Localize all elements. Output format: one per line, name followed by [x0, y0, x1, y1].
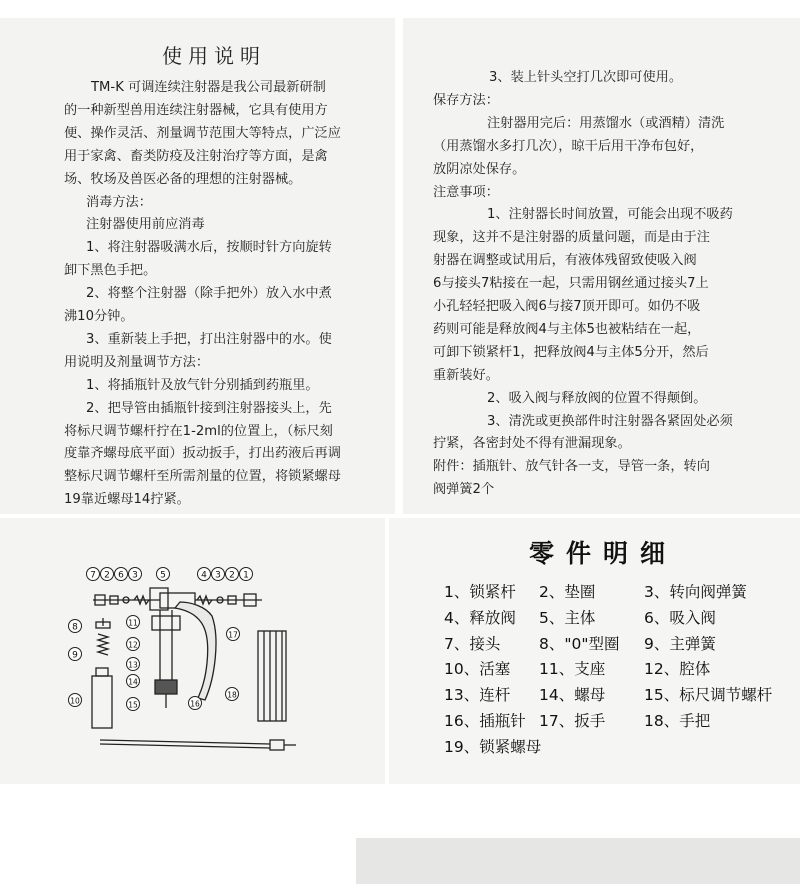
part-item: 14、螺母 — [539, 686, 606, 705]
syringe-diagram — [0, 518, 385, 784]
callout-label: 16 — [190, 699, 200, 709]
part-item: 8、"0"型圈 — [539, 634, 620, 653]
callout-label: 11 — [128, 618, 138, 628]
manual-line: 3、清洗或更换部件时注射器各紧固处必须 — [487, 413, 733, 429]
manual-line: 19靠近螺母14拧紧。 — [64, 492, 190, 508]
callout-label: 4 — [201, 570, 207, 581]
manual-line: 度靠齐螺母底平面）扳动扳手，打出药液后再调 — [64, 446, 341, 462]
manual-line: （用蒸馏水多打几次），晾干后用干净布包好， — [433, 138, 704, 154]
callout-label: 5 — [160, 570, 166, 581]
manual-line: 保存方法： — [433, 92, 499, 108]
callout-label: 2 — [104, 570, 110, 581]
part-item: 12、腔体 — [644, 660, 711, 679]
callout-label: 8 — [72, 622, 78, 633]
part-item: 19、锁紧螺母 — [444, 737, 542, 756]
callout-label: 7 — [90, 570, 96, 581]
manual-line: 用于家禽、畜类防疫及注射治疗等方面，是禽 — [64, 148, 328, 164]
part-item: 17、扳手 — [539, 712, 606, 730]
manual-line: TM-K 可调连续注射器是我公司最新研制 — [91, 80, 326, 95]
part-item: 3、转向阀弹簧 — [644, 583, 747, 601]
manual-line: 3、装上针头空打几次即可使用。 — [489, 70, 683, 85]
manual-line: 阀弹簧2个 — [433, 482, 495, 498]
manual-line: 射器在调整或试用后，有液体残留致使吸入阀 — [433, 253, 697, 269]
manual-line: 注射器使用前应消毒 — [86, 217, 205, 233]
callout-label: 17 — [228, 630, 238, 640]
callout-label: 14 — [128, 677, 138, 687]
parts-list — [389, 518, 800, 784]
callout-label: 12 — [128, 640, 138, 650]
parts-diagram — [0, 518, 385, 784]
callout-label: 15 — [128, 700, 138, 710]
callout-label: 9 — [72, 650, 78, 661]
part-item: 5、主体 — [539, 608, 596, 627]
part-item: 18、手把 — [644, 712, 711, 730]
manual-line: 3、重新装上手把，打出注射器中的水。使 — [86, 331, 332, 347]
part-item: 16、插瓶针 — [444, 712, 526, 730]
part-item: 11、支座 — [539, 660, 606, 679]
manual-line: 1、将插瓶针及放气针分别插到药瓶里。 — [86, 377, 319, 393]
callout-label: 3 — [132, 570, 138, 581]
part-item: 9、主弹簧 — [644, 634, 716, 653]
manual-line: 6与接头7粘接在一起，只需用钢丝通过接头7上 — [433, 276, 709, 292]
callout-label: 3 — [215, 570, 221, 581]
manual-line: 将标尺调节螺杆拧在1-2ml的位置上，（标尺刻 — [64, 423, 333, 439]
part-item: 2、垫圈 — [539, 583, 596, 601]
manual-line: 1、将注射器吸满水后，按顺时针方向旋转 — [86, 240, 332, 256]
manual-line: 用说明及剂量调节方法： — [64, 354, 210, 370]
callout-label: 18 — [227, 690, 237, 700]
part-item: 10、活塞 — [444, 660, 511, 679]
manual-line: 拧紧，各密封处不得有泄漏现象。 — [433, 436, 631, 452]
manual-line: 2、把导管由插瓶针接到注射器接头上，先 — [86, 400, 332, 416]
part-item: 13、连杆 — [444, 686, 511, 705]
callout-label: 10 — [70, 696, 80, 706]
manual-line: 重新装好。 — [433, 367, 499, 383]
part-item: 1、锁紧杆 — [444, 583, 516, 601]
manual-line: 1、注射器长时间放置，可能会出现不吸药 — [487, 207, 733, 223]
part-item: 6、吸入阀 — [644, 608, 716, 627]
manual-page-left — [0, 18, 395, 514]
manual-line: 卸下黑色手把。 — [64, 263, 157, 279]
callout-label: 1 — [243, 570, 249, 581]
manual-line: 附件：插瓶针、放气针各一支，导管一条，转向 — [433, 459, 710, 475]
manual-line: 场、牧场及兽医必备的理想的注射器械。 — [64, 171, 302, 187]
manual-line: 小孔轻轻把吸入阀6与接7顶开即可。如仍不吸 — [433, 299, 701, 314]
manual-line: 2、吸入阀与释放阀的位置不得颠倒。 — [487, 390, 707, 406]
next-page-edge — [356, 838, 800, 884]
manual-line: 药则可能是释放阀4与主体5也被粘结在一起， — [433, 321, 701, 337]
manual-line: 2、将整个注射器（除手把外）放入水中煮 — [86, 286, 332, 302]
part-item: 7、接头 — [444, 634, 501, 653]
manual-line: 便、操作灵活、剂量调节范围大等特点，广泛应 — [64, 125, 341, 141]
parts-title: 零件明细 — [529, 539, 678, 568]
manual-line: 注意事项： — [433, 184, 499, 200]
part-item: 4、释放阀 — [444, 608, 516, 627]
callout-label: 13 — [128, 660, 138, 670]
manual-page-right — [403, 18, 800, 514]
manual-line: 沸10分钟。 — [64, 309, 134, 324]
manual-line: 消毒方法： — [86, 194, 152, 210]
part-item: 15、标尺调节螺杆 — [644, 686, 773, 705]
manual-line: 整标尺调节螺杆至所需剂量的位置，将锁紧螺母 — [64, 469, 341, 485]
manual-line: 可卸下锁紧杆1，把释放阀4与主体5分开，然后 — [433, 344, 709, 360]
callout-label: 2 — [229, 570, 235, 581]
manual-line: 现象，这并不是注射器的质量问题，而是由于注 — [433, 230, 710, 246]
manual-line: 注射器用完后：用蒸馏水（或酒精）清洗 — [487, 115, 725, 131]
manual-title: 使用说明 — [162, 44, 266, 68]
manual-line: 放阴凉处保存。 — [433, 161, 526, 177]
callout-label: 6 — [118, 570, 124, 581]
manual-line: 的一种新型兽用连续注射器械，它具有使用方 — [64, 102, 328, 118]
